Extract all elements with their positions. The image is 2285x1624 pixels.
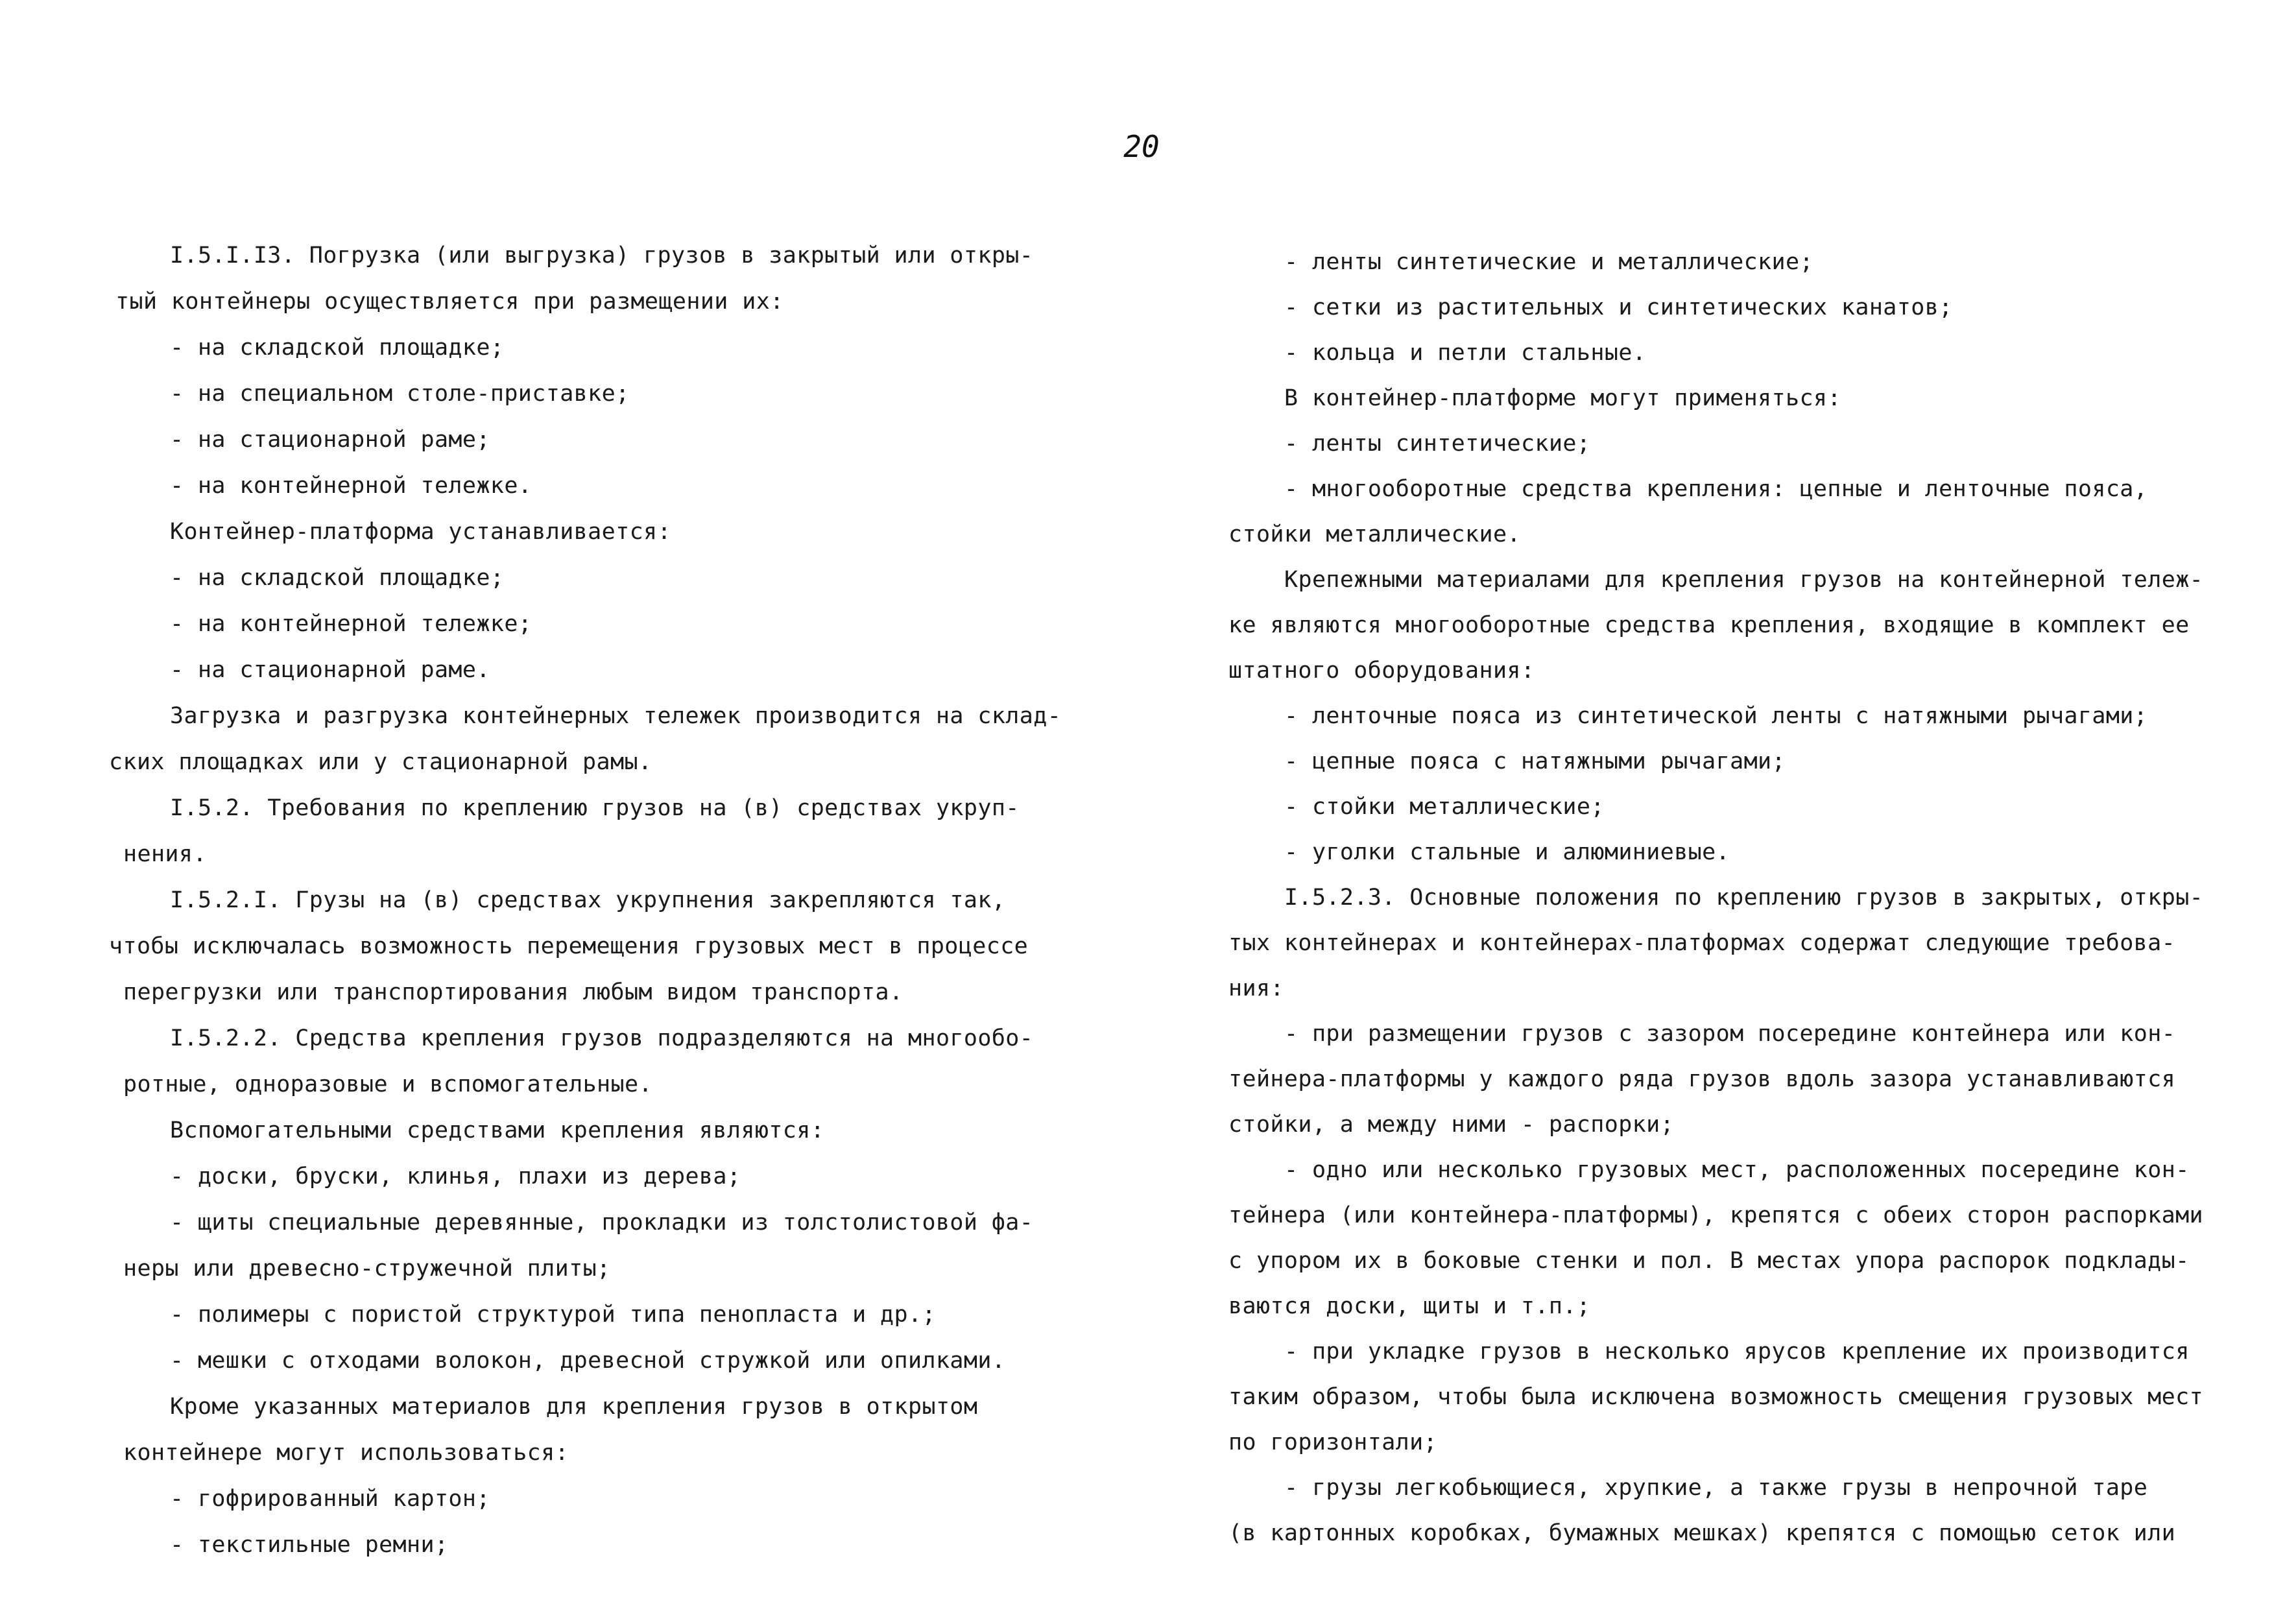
left-line: - на стационарной раме; bbox=[170, 427, 490, 453]
right-line: таким образом, чтобы была исключена возможность смещения грузовых мест bbox=[1228, 1384, 2204, 1410]
left-line: тый контейнеры осуществляется при размещении их: bbox=[115, 289, 784, 315]
right-line: - многооборотные средства крепления: цепные и ленточные пояса, bbox=[1284, 476, 2148, 502]
left-line: - на специальном столе-приставке; bbox=[170, 381, 630, 407]
page-number: 20 bbox=[1123, 129, 1160, 164]
right-line: ния: bbox=[1228, 975, 1284, 1001]
right-line: с упором их в боковые стенки и пол. В местах упора распорок подклады- bbox=[1228, 1248, 2190, 1274]
left-line: неры или древесно-стружечной плиты; bbox=[123, 1256, 611, 1282]
right-line: ваются доски, щиты и т.п.; bbox=[1228, 1293, 1591, 1319]
right-line: - при размещении грузов с зазором посередине контейнера или кон- bbox=[1284, 1021, 2176, 1047]
left-line: Кроме указанных материалов для крепления грузов в открытом bbox=[170, 1394, 978, 1420]
right-line: В контейнер-платформе могут применяться: bbox=[1284, 385, 1841, 411]
left-line: - на контейнерной тележке; bbox=[170, 611, 532, 637]
right-line: по горизонтали; bbox=[1228, 1429, 1438, 1455]
right-line: - при укладке грузов в несколько ярусов крепление их производится bbox=[1284, 1339, 2190, 1365]
left-line: - на контейнерной тележке. bbox=[170, 473, 532, 499]
right-line: - ленточные пояса из синтетической ленты с натяжными рычагами; bbox=[1284, 703, 2148, 729]
left-line: - щиты специальные деревянные, прокладки из толстолистовой фа- bbox=[170, 1210, 1034, 1236]
right-line: - грузы легкобьющиеся, хрупкие, а также грузы в непрочной таре bbox=[1284, 1475, 2148, 1501]
left-line: ротные, одноразовые и вспомогательные. bbox=[123, 1071, 652, 1097]
left-line: I.5.2. Требования по креплению грузов на (в) средствах укруп- bbox=[170, 795, 1020, 821]
left-line: - полимеры с пористой структурой типа пенопласта и др.; bbox=[170, 1302, 936, 1328]
left-line: I.5.I.I3. Погрузка (или выгрузка) грузов в закрытый или откры- bbox=[170, 243, 1034, 269]
right-line: стойки, а между ними - распорки; bbox=[1228, 1112, 1675, 1138]
right-line: тых контейнерах и контейнерах-платформах содержат следующие требова- bbox=[1228, 930, 2176, 956]
right-line: - ленты синтетические; bbox=[1284, 431, 1591, 457]
left-line: контейнере могут использоваться: bbox=[123, 1440, 569, 1466]
right-line: I.5.2.3. Основные положения по креплению грузов в закрытых, откры- bbox=[1284, 885, 2204, 911]
right-line: - ленты синтетические и металлические; bbox=[1284, 249, 1813, 275]
left-line: Загрузка и разгрузка контейнерных тележек производится на склад- bbox=[170, 703, 1062, 729]
left-line: чтобы исключалась возможность перемещения грузовых мест в процессе bbox=[109, 933, 1029, 959]
right-line: (в картонных коробках, бумажных мешках) крепятся с помощью сеток или bbox=[1228, 1520, 2176, 1546]
right-line: - сетки из растительных и синтетических канатов; bbox=[1284, 294, 1953, 320]
left-line: ских площадках или у стационарной рамы. bbox=[109, 749, 652, 775]
right-line: Крепежными материалами для крепления грузов на контейнерной тележ- bbox=[1284, 567, 2204, 593]
right-line: - стойки металлические; bbox=[1284, 794, 1605, 820]
right-line: штатного оборудования: bbox=[1228, 658, 1535, 684]
left-line: I.5.2.2. Средства крепления грузов подразделяются на многообо- bbox=[170, 1025, 1034, 1051]
right-line: тейнера (или контейнера-платформы), крепятся с обеих сторон распорками bbox=[1228, 1202, 2204, 1228]
left-line: - мешки с отходами волокон, древесной стружкой или опилками. bbox=[170, 1348, 1006, 1374]
right-line: - цепные пояса с натяжными рычагами; bbox=[1284, 748, 1786, 774]
right-line: - уголки стальные и алюминиевые. bbox=[1284, 839, 1730, 865]
left-line: - на складской площадке; bbox=[170, 335, 505, 361]
left-line: - на складской площадке; bbox=[170, 565, 505, 591]
right-line: тейнера-платформы у каждого ряда грузов вдоль зазора устанавливаются bbox=[1228, 1066, 2176, 1092]
left-line: Контейнер-платформа устанавливается: bbox=[170, 519, 671, 545]
left-line: нения. bbox=[123, 841, 207, 867]
right-line: стойки металлические. bbox=[1228, 521, 1521, 547]
left-line: - доски, бруски, клинья, плахи из дерева; bbox=[170, 1164, 741, 1189]
left-line: Вспомогательными средствами крепления являются: bbox=[170, 1117, 825, 1143]
left-line: перегрузки или транспортирования любым видом транспорта. bbox=[123, 979, 903, 1005]
left-line: - текстильные ремни; bbox=[170, 1532, 449, 1558]
right-line: - кольца и петли стальные. bbox=[1284, 340, 1647, 366]
left-line: - гофрированный картон; bbox=[170, 1486, 490, 1512]
left-line: - на стационарной раме. bbox=[170, 657, 490, 683]
right-line: ке являются многооборотные средства крепления, входящие в комплект ее bbox=[1228, 612, 2190, 638]
left-line: I.5.2.I. Грузы на (в) средствах укрупнения закрепляются так, bbox=[170, 887, 1006, 913]
right-line: - одно или несколько грузовых мест, расположенных посередине кон- bbox=[1284, 1157, 2190, 1183]
